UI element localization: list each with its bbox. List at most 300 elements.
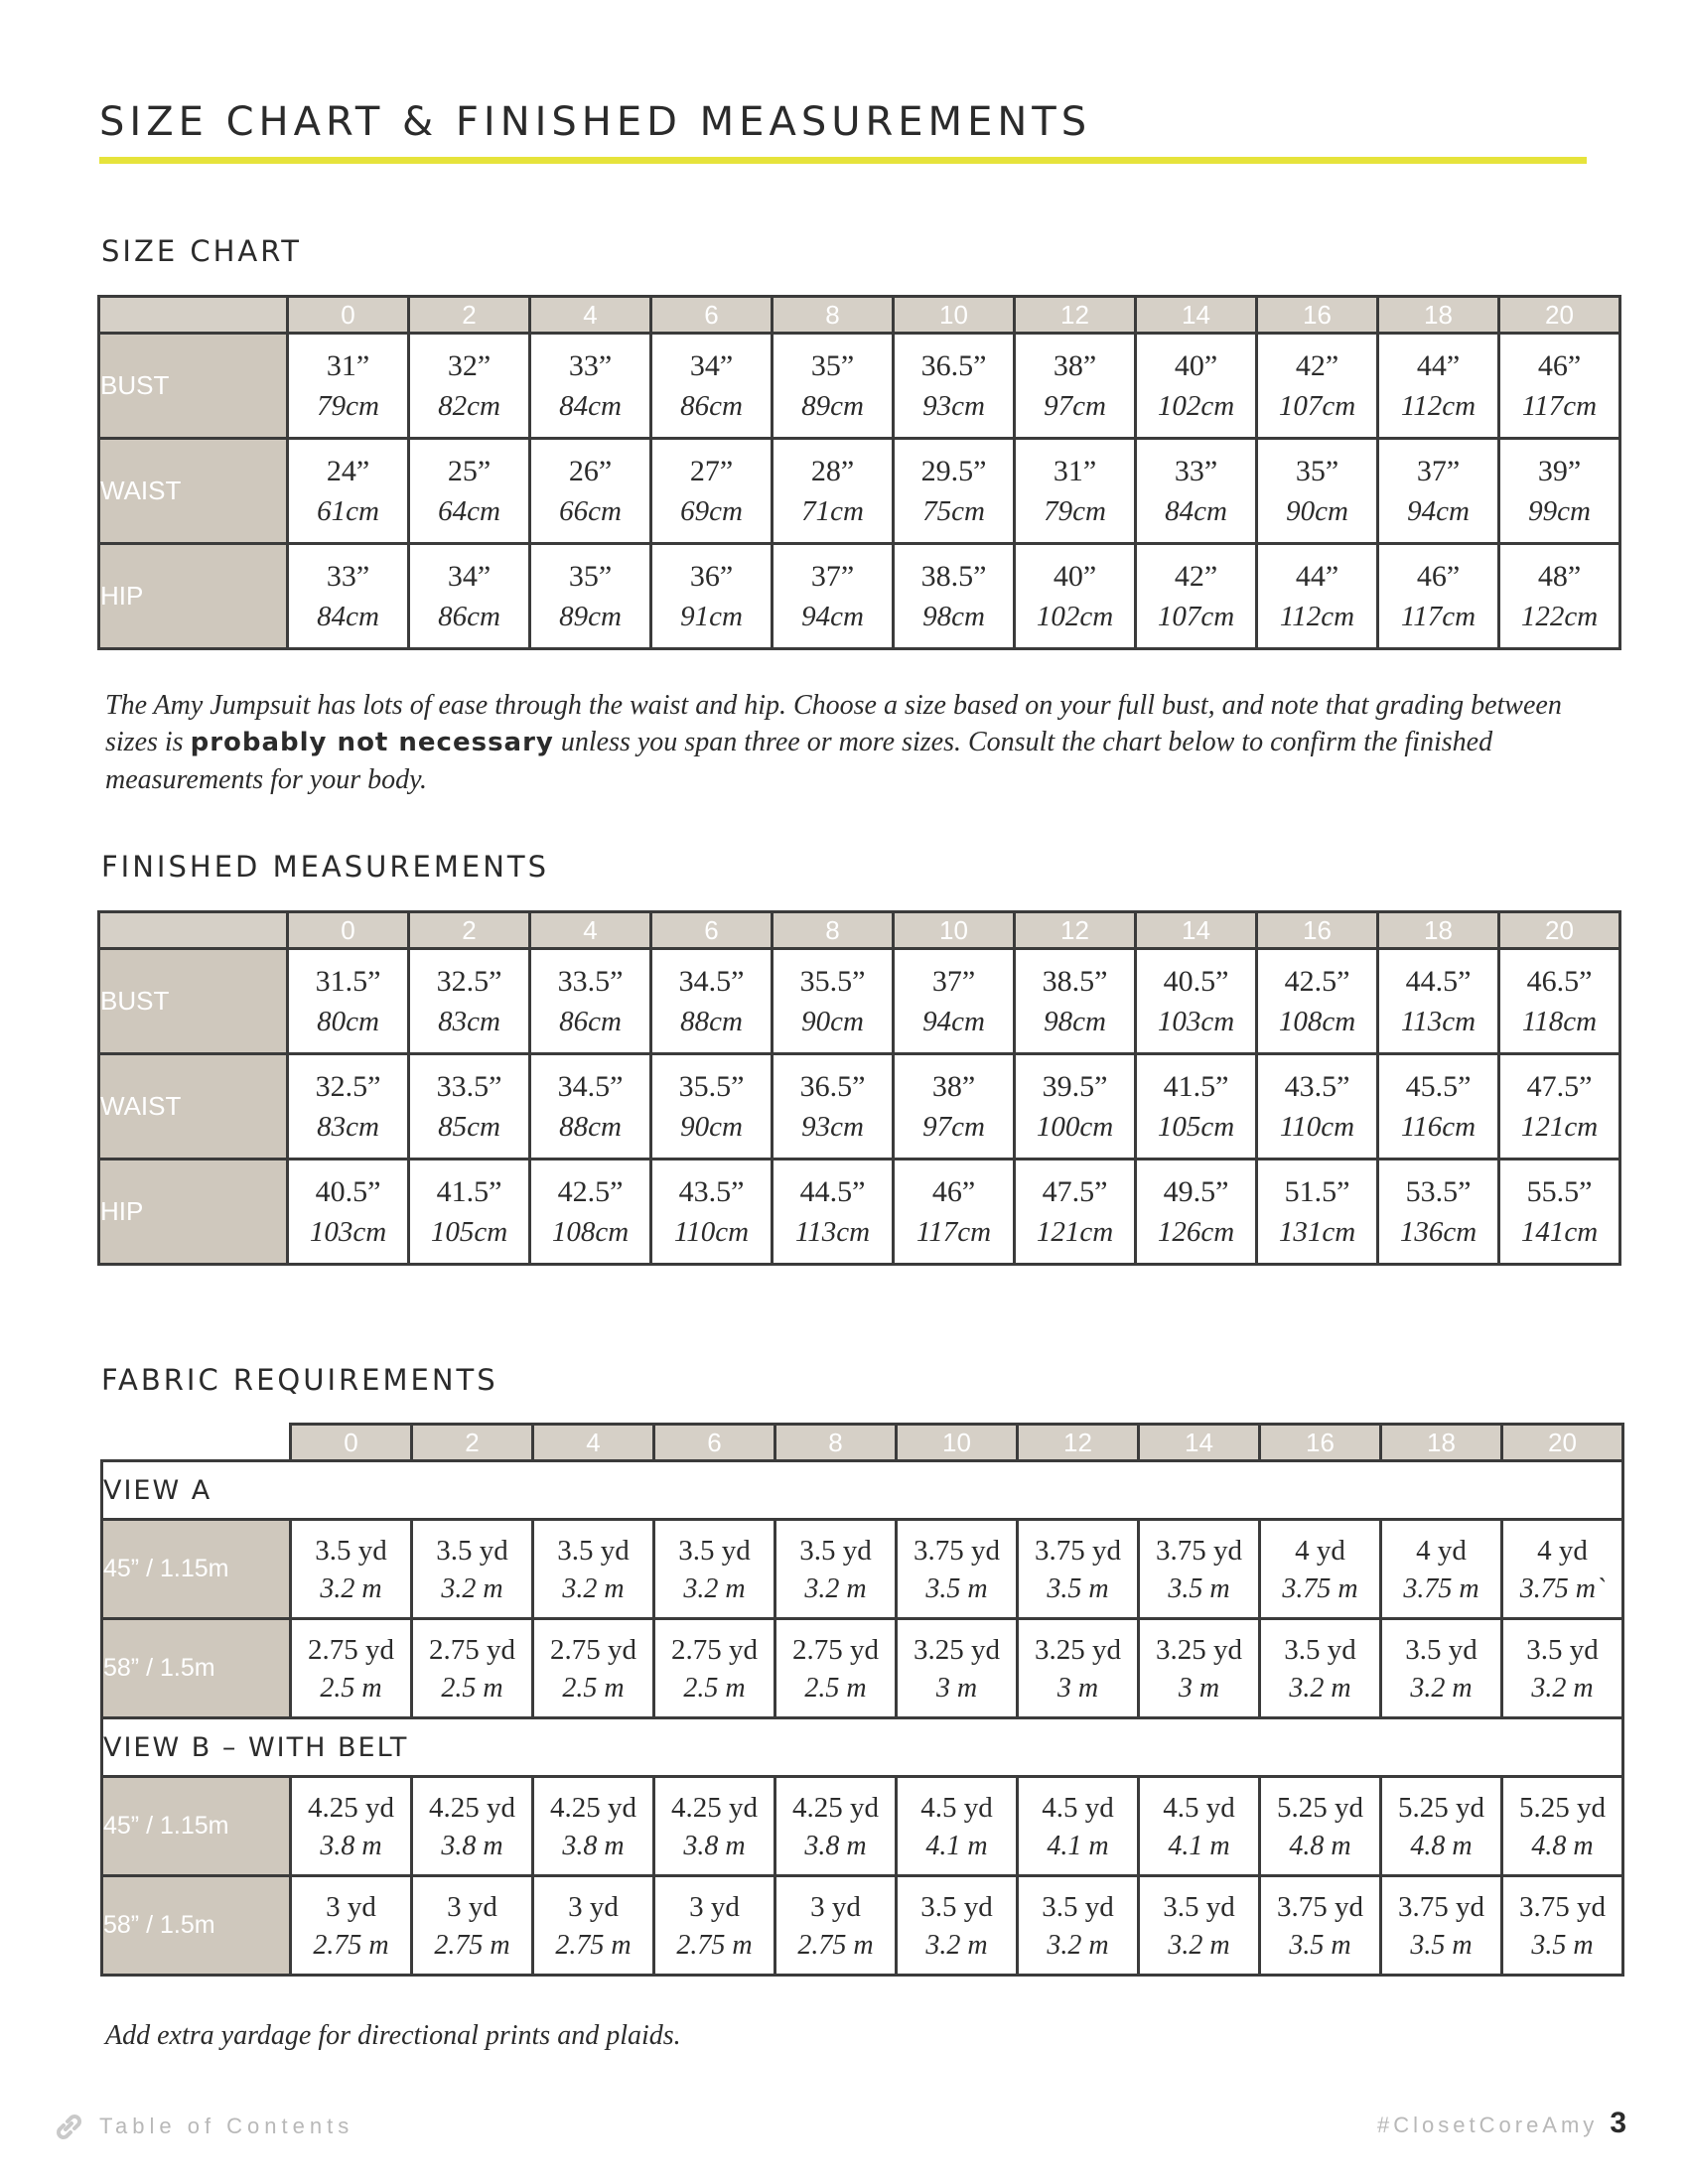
inch-value: 34” xyxy=(689,348,734,382)
meter-value: 4.8 m xyxy=(1531,1830,1594,1861)
inch-value: 44.5” xyxy=(799,1174,866,1208)
inch-value: 41.5” xyxy=(436,1174,502,1208)
size-chart-table xyxy=(97,295,1621,650)
meter-value: 2.5 m xyxy=(562,1672,625,1704)
finished-row-label: HIP xyxy=(99,1160,288,1265)
inch-value: 37” xyxy=(810,559,855,593)
fabric-view_a-row xyxy=(102,1461,1623,1520)
finished-cell xyxy=(1499,949,1620,1054)
cm-value: 122cm xyxy=(1520,600,1599,632)
size-chart-size-header: 16 xyxy=(1257,297,1378,334)
meter-value: 3.8 m xyxy=(441,1830,503,1861)
yard-value: 3 yd xyxy=(568,1890,619,1923)
inch-value: 40.5” xyxy=(315,1174,381,1208)
inch-value: 38” xyxy=(931,1069,976,1103)
meter-value: 2.5 m xyxy=(683,1672,746,1704)
page-title: SIZE CHART & FINISHED MEASUREMENTS xyxy=(99,99,1092,145)
cm-value: 84cm xyxy=(559,389,622,422)
inch-value: 46” xyxy=(1537,348,1582,382)
meter-value: 2.5 m xyxy=(804,1672,867,1704)
inch-value: 37” xyxy=(1416,454,1461,487)
finished-size-header: 2 xyxy=(409,912,530,949)
cm-value: 131cm xyxy=(1278,1215,1356,1248)
fabric-size-header: 10 xyxy=(897,1425,1018,1461)
size-note xyxy=(105,687,1595,798)
meter-value: 3.8 m xyxy=(320,1830,382,1861)
meter-value: 2.5 m xyxy=(320,1672,382,1704)
finished-size-header: 0 xyxy=(288,912,409,949)
fabric-cell xyxy=(775,1876,897,1976)
size-chart-cell xyxy=(773,544,894,649)
finished-header-corner xyxy=(99,912,288,949)
size-chart-cell xyxy=(409,439,530,544)
size-chart-cell xyxy=(651,544,773,649)
yard-value: 3.75 yd xyxy=(1156,1534,1242,1567)
fabric-width-row xyxy=(102,1520,1623,1619)
inch-value: 42” xyxy=(1174,559,1218,593)
finished-cell xyxy=(1015,949,1136,1054)
inch-value: 34.5” xyxy=(557,1069,624,1103)
meter-value: 3.2 m xyxy=(1531,1672,1594,1704)
inch-value: 47.5” xyxy=(1526,1069,1593,1103)
size-chart-cell xyxy=(1257,544,1378,649)
size-chart-size-header: 20 xyxy=(1499,297,1620,334)
yard-value: 3 yd xyxy=(689,1890,740,1923)
cm-value: 90cm xyxy=(680,1110,743,1143)
inch-value: 42.5” xyxy=(557,1174,624,1208)
fabric-size-header: 6 xyxy=(654,1425,775,1461)
cm-value: 110cm xyxy=(1279,1110,1355,1143)
fabric-cell xyxy=(412,1777,533,1876)
fabric-cell xyxy=(1260,1520,1381,1619)
inch-value: 40.5” xyxy=(1163,964,1229,998)
fabric-size-header: 0 xyxy=(291,1425,412,1461)
meter-value: 2.5 m xyxy=(441,1672,503,1704)
fabric-width-label: 58” / 1.5m xyxy=(102,1876,291,1976)
fabric-cell xyxy=(1139,1520,1260,1619)
inch-value: 44” xyxy=(1295,559,1339,593)
finished-cell xyxy=(651,949,773,1054)
inch-value: 31” xyxy=(1053,454,1097,487)
size-chart-size-header: 18 xyxy=(1378,297,1499,334)
title-rule xyxy=(99,157,1587,164)
meter-value: 4.8 m xyxy=(1410,1830,1473,1861)
yard-value: 3 yd xyxy=(447,1890,497,1923)
fabric-cell xyxy=(412,1619,533,1718)
cm-value: 94cm xyxy=(801,600,864,632)
note-text-1: The Amy Jumpsuit has lots of ease through the waist and hip. Choose a size based on your full bust, and note that grading between sizes is xyxy=(105,690,1562,757)
cm-value: 113cm xyxy=(1400,1005,1477,1037)
finished-cell xyxy=(1136,1054,1257,1160)
yard-value: 2.75 yd xyxy=(792,1633,879,1666)
meter-value: 3.2 m xyxy=(1047,1929,1109,1961)
cm-value: 108cm xyxy=(551,1215,630,1248)
inch-value: 35” xyxy=(1295,454,1339,487)
finished-cell xyxy=(409,949,530,1054)
finished-cell xyxy=(894,1054,1015,1160)
inch-value: 44.5” xyxy=(1405,964,1472,998)
fabric-size-header: 12 xyxy=(1018,1425,1139,1461)
cm-value: 79cm xyxy=(317,389,379,422)
cm-value: 90cm xyxy=(1286,494,1348,527)
size-chart-cell xyxy=(894,334,1015,439)
inch-value: 35.5” xyxy=(799,964,866,998)
size-chart-cell xyxy=(1499,544,1620,649)
cm-value: 89cm xyxy=(559,600,622,632)
yard-value: 5.25 yd xyxy=(1398,1791,1484,1824)
finished-cell xyxy=(1378,1054,1499,1160)
inch-value: 27” xyxy=(689,454,734,487)
meter-value: 4.1 m xyxy=(1168,1830,1230,1861)
finished-measurements-table xyxy=(97,910,1621,1266)
yard-value: 4.5 yd xyxy=(1042,1791,1114,1824)
fabric-note: Add extra yardage for directional prints and plaids. xyxy=(105,2020,681,2051)
yard-value: 3.5 yd xyxy=(1284,1633,1356,1666)
yard-value: 3.5 yd xyxy=(557,1534,630,1567)
finished-size-header: 16 xyxy=(1257,912,1378,949)
finished-size-header: 10 xyxy=(894,912,1015,949)
cm-value: 91cm xyxy=(680,600,743,632)
fabric-width-row xyxy=(102,1619,1623,1718)
meter-value: 3 m xyxy=(1056,1672,1099,1704)
inch-value: 46” xyxy=(1416,559,1461,593)
yard-value: 3.5 yd xyxy=(920,1890,993,1923)
fabric-cell xyxy=(775,1619,897,1718)
inch-value: 46.5” xyxy=(1526,964,1593,998)
finished-heading: FINISHED MEASUREMENTS xyxy=(101,850,550,884)
finished-row-bust xyxy=(99,949,1620,1054)
link-icon xyxy=(52,2110,85,2143)
meter-value: 3.2 m xyxy=(320,1572,382,1604)
fabric-cell xyxy=(775,1520,897,1619)
size-chart-cell xyxy=(530,334,651,439)
meter-value: 3.5 m xyxy=(1168,1572,1230,1604)
meter-value: 3.2 m xyxy=(1168,1929,1230,1961)
cm-value: 98cm xyxy=(922,600,985,632)
cm-value: 64cm xyxy=(438,494,500,527)
finished-cell xyxy=(409,1160,530,1265)
fabric-cell xyxy=(897,1777,1018,1876)
inch-value: 33” xyxy=(1174,454,1218,487)
fabric-size-header: 16 xyxy=(1260,1425,1381,1461)
finished-cell xyxy=(651,1160,773,1265)
cm-value: 83cm xyxy=(438,1005,500,1037)
meter-value: 4.8 m xyxy=(1289,1830,1351,1861)
inch-value: 36.5” xyxy=(920,348,987,382)
cm-value: 107cm xyxy=(1278,389,1356,422)
footer-right xyxy=(1377,2107,1626,2140)
cm-value: 102cm xyxy=(1036,600,1114,632)
meter-value: 2.75 m xyxy=(434,1929,510,1961)
size-chart-size-header: 4 xyxy=(530,297,651,334)
yard-value: 4.5 yd xyxy=(920,1791,993,1824)
yard-value: 4 yd xyxy=(1295,1534,1345,1567)
inch-value: 53.5” xyxy=(1405,1174,1472,1208)
finished-cell xyxy=(773,949,894,1054)
yard-value: 3.75 yd xyxy=(1519,1890,1606,1923)
inch-value: 35.5” xyxy=(678,1069,745,1103)
finished-cell xyxy=(530,1160,651,1265)
size-chart-cell xyxy=(894,544,1015,649)
fabric-cell xyxy=(291,1520,412,1619)
cm-value: 117cm xyxy=(1521,389,1598,422)
inch-value: 33” xyxy=(326,559,370,593)
cm-value: 88cm xyxy=(680,1005,743,1037)
finished-cell xyxy=(1015,1054,1136,1160)
fabric-cell xyxy=(775,1777,897,1876)
yard-value: 3.5 yd xyxy=(1405,1633,1477,1666)
cm-value: 116cm xyxy=(1400,1110,1477,1143)
finished-cell xyxy=(288,1054,409,1160)
size-chart-header-row xyxy=(99,297,1620,334)
size-chart-cell xyxy=(288,544,409,649)
size-chart-size-header: 10 xyxy=(894,297,1015,334)
finished-cell xyxy=(530,949,651,1054)
fabric-cell xyxy=(1260,1876,1381,1976)
cm-value: 126cm xyxy=(1157,1215,1235,1248)
inch-value: 24” xyxy=(326,454,370,487)
fabric-width-label: 58” / 1.5m xyxy=(102,1619,291,1718)
fabric-cell xyxy=(1139,1876,1260,1976)
yard-value: 3 yd xyxy=(810,1890,861,1923)
finished-cell xyxy=(1015,1160,1136,1265)
fabric-cell xyxy=(533,1619,654,1718)
cm-value: 86cm xyxy=(438,600,500,632)
yard-value: 4.25 yd xyxy=(550,1791,636,1824)
note-text-2: unless you span three or more sizes. Consult the chart below to confirm the finished measurements for your body. xyxy=(105,727,1493,795)
inch-value: 36” xyxy=(689,559,734,593)
inch-value: 43.5” xyxy=(1284,1069,1350,1103)
finished-cell xyxy=(651,1054,773,1160)
cm-value: 105cm xyxy=(430,1215,508,1248)
inch-value: 49.5” xyxy=(1163,1174,1229,1208)
size-chart-row-label: HIP xyxy=(99,544,288,649)
finished-cell xyxy=(894,1160,1015,1265)
inch-value: 38.5” xyxy=(1042,964,1108,998)
fabric-cell xyxy=(897,1619,1018,1718)
finished-cell xyxy=(1136,1160,1257,1265)
cm-value: 94cm xyxy=(922,1005,985,1037)
inch-value: 34” xyxy=(447,559,492,593)
cm-value: 112cm xyxy=(1400,389,1477,422)
fabric-cell xyxy=(1502,1777,1623,1876)
fabric-cell xyxy=(1018,1876,1139,1976)
yard-value: 4 yd xyxy=(1537,1534,1588,1567)
fabric-cell xyxy=(1139,1777,1260,1876)
inch-value: 36.5” xyxy=(799,1069,866,1103)
fabric-heading: FABRIC REQUIREMENTS xyxy=(101,1363,498,1397)
fabric-cell xyxy=(1381,1619,1502,1718)
size-chart-cell xyxy=(773,334,894,439)
size-chart-cell xyxy=(1015,439,1136,544)
cm-value: 105cm xyxy=(1157,1110,1235,1143)
size-chart-header-corner xyxy=(99,297,288,334)
yard-value: 2.75 yd xyxy=(429,1633,515,1666)
inch-value: 42.5” xyxy=(1284,964,1350,998)
cm-value: 99cm xyxy=(1528,494,1591,527)
inch-value: 28” xyxy=(810,454,855,487)
yard-value: 5.25 yd xyxy=(1277,1791,1363,1824)
finished-cell xyxy=(1257,949,1378,1054)
size-chart-size-header: 6 xyxy=(651,297,773,334)
yard-value: 3.5 yd xyxy=(436,1534,508,1567)
fabric-width-row xyxy=(102,1777,1623,1876)
fabric-cell xyxy=(1018,1520,1139,1619)
inch-value: 33.5” xyxy=(436,1069,502,1103)
yard-value: 4.25 yd xyxy=(671,1791,758,1824)
size-chart-cell xyxy=(1015,334,1136,439)
meter-value: 3.2 m xyxy=(1410,1672,1473,1704)
yard-value: 3.5 yd xyxy=(1163,1890,1235,1923)
table-of-contents-link[interactable] xyxy=(52,2110,353,2143)
finished-cell xyxy=(1136,949,1257,1054)
cm-value: 80cm xyxy=(317,1005,379,1037)
fabric-size-header: 18 xyxy=(1381,1425,1502,1461)
yard-value: 3.25 yd xyxy=(914,1633,1000,1666)
finished-cell xyxy=(894,949,1015,1054)
yard-value: 3.75 yd xyxy=(1277,1890,1363,1923)
fabric-header-row xyxy=(102,1425,1623,1461)
fabric-cell xyxy=(654,1876,775,1976)
hashtag: #ClosetCoreAmy xyxy=(1377,2113,1599,2137)
cm-value: 121cm xyxy=(1036,1215,1114,1248)
inch-value: 33” xyxy=(568,348,613,382)
size-chart-cell xyxy=(1136,439,1257,544)
yard-value: 3.25 yd xyxy=(1035,1633,1121,1666)
note-emphasis: probably not necessary xyxy=(190,728,554,757)
yard-value: 3.5 yd xyxy=(1526,1633,1599,1666)
meter-value: 2.75 m xyxy=(555,1929,632,1961)
size-chart-cell xyxy=(1499,439,1620,544)
meter-value: 2.75 m xyxy=(676,1929,753,1961)
cm-value: 102cm xyxy=(1157,389,1235,422)
yard-value: 4.25 yd xyxy=(792,1791,879,1824)
cm-value: 66cm xyxy=(559,494,622,527)
finished-size-header: 12 xyxy=(1015,912,1136,949)
page-number: 3 xyxy=(1610,2107,1626,2139)
fabric-cell xyxy=(1260,1619,1381,1718)
inch-value: 48” xyxy=(1537,559,1582,593)
cm-value: 75cm xyxy=(922,494,985,527)
fabric-cell xyxy=(533,1520,654,1619)
size-chart-cell xyxy=(1378,544,1499,649)
finished-cell xyxy=(1499,1054,1620,1160)
size-chart-row-waist xyxy=(99,439,1620,544)
meter-value: 3.2 m xyxy=(804,1572,867,1604)
yard-value: 4.25 yd xyxy=(308,1791,394,1824)
inch-value: 26” xyxy=(568,454,613,487)
fabric-view_b-row xyxy=(102,1718,1623,1777)
cm-value: 118cm xyxy=(1521,1005,1598,1037)
size-chart-row-hip xyxy=(99,544,1620,649)
inch-value: 40” xyxy=(1053,559,1097,593)
inch-value: 33.5” xyxy=(557,964,624,998)
cm-value: 93cm xyxy=(801,1110,864,1143)
yard-value: 4 yd xyxy=(1416,1534,1467,1567)
cm-value: 103cm xyxy=(309,1215,387,1248)
inch-value: 51.5” xyxy=(1284,1174,1350,1208)
finished-size-header: 4 xyxy=(530,912,651,949)
fabric-size-header: 4 xyxy=(533,1425,654,1461)
meter-value: 3.75 m xyxy=(1282,1572,1358,1604)
finished-size-header: 6 xyxy=(651,912,773,949)
inch-value: 34.5” xyxy=(678,964,745,998)
cm-value: 100cm xyxy=(1036,1110,1114,1143)
size-chart-cell xyxy=(1378,334,1499,439)
inch-value: 40” xyxy=(1174,348,1218,382)
fabric-cell xyxy=(1381,1777,1502,1876)
yard-value: 2.75 yd xyxy=(308,1633,394,1666)
finished-size-header: 18 xyxy=(1378,912,1499,949)
fabric-cell xyxy=(1502,1619,1623,1718)
meter-value: 3.5 m xyxy=(1289,1929,1351,1961)
cm-value: 82cm xyxy=(438,389,500,422)
finished-row-label: WAIST xyxy=(99,1054,288,1160)
yard-value: 3.25 yd xyxy=(1156,1633,1242,1666)
cm-value: 98cm xyxy=(1044,1005,1106,1037)
yard-value: 3.5 yd xyxy=(1042,1890,1114,1923)
size-chart-cell xyxy=(530,439,651,544)
cm-value: 110cm xyxy=(673,1215,750,1248)
cm-value: 117cm xyxy=(1400,600,1477,632)
meter-value: 4.1 m xyxy=(1047,1830,1109,1861)
fabric-cell xyxy=(897,1876,1018,1976)
fabric-cell xyxy=(291,1619,412,1718)
inch-value: 38.5” xyxy=(920,559,987,593)
yard-value: 2.75 yd xyxy=(550,1633,636,1666)
cm-value: 103cm xyxy=(1157,1005,1235,1037)
finished-size-header: 14 xyxy=(1136,912,1257,949)
meter-value: 3.8 m xyxy=(562,1830,625,1861)
meter-value: 3.2 m xyxy=(925,1929,988,1961)
size-chart-cell xyxy=(1257,334,1378,439)
fabric-cell xyxy=(533,1876,654,1976)
cm-value: 85cm xyxy=(438,1110,500,1143)
yard-value: 3.75 yd xyxy=(1398,1890,1484,1923)
size-chart-size-header: 14 xyxy=(1136,297,1257,334)
inch-value: 38” xyxy=(1053,348,1097,382)
finished-row-hip xyxy=(99,1160,1620,1265)
size-chart-cell xyxy=(773,439,894,544)
cm-value: 69cm xyxy=(680,494,743,527)
cm-value: 97cm xyxy=(922,1110,985,1143)
meter-value: 3.2 m xyxy=(1289,1672,1351,1704)
fabric-size-header: 20 xyxy=(1502,1425,1623,1461)
inch-value: 46” xyxy=(931,1174,976,1208)
inch-value: 44” xyxy=(1416,348,1461,382)
size-chart-cell xyxy=(651,439,773,544)
size-chart-cell xyxy=(1257,439,1378,544)
meter-value: 3.5 m xyxy=(1531,1929,1594,1961)
size-chart-cell xyxy=(409,334,530,439)
yard-value: 5.25 yd xyxy=(1519,1791,1606,1824)
finished-size-header: 20 xyxy=(1499,912,1620,949)
fabric-cell xyxy=(654,1619,775,1718)
cm-value: 84cm xyxy=(317,600,379,632)
fabric-cell xyxy=(291,1777,412,1876)
inch-value: 32.5” xyxy=(315,1069,381,1103)
meter-value: 3.2 m xyxy=(441,1572,503,1604)
finished-row-label: BUST xyxy=(99,949,288,1054)
finished-cell xyxy=(1378,1160,1499,1265)
meter-value: 3.5 m xyxy=(1047,1572,1109,1604)
meter-value: 3.2 m xyxy=(562,1572,625,1604)
size-chart-cell xyxy=(1136,544,1257,649)
size-chart-cell xyxy=(1136,334,1257,439)
inch-value: 39.5” xyxy=(1042,1069,1108,1103)
size-chart-cell xyxy=(651,334,773,439)
size-chart-size-header: 0 xyxy=(288,297,409,334)
